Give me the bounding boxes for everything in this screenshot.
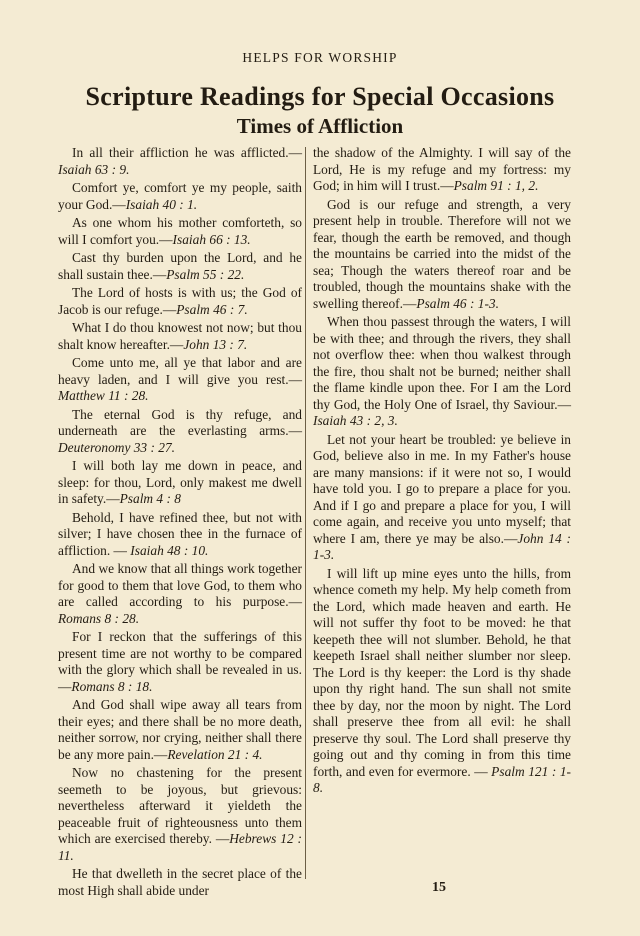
verse-text: I will both lay me down in peace, and sleep: for thou, Lord, only makest me dwell in safety.—: [58, 458, 302, 506]
verse-paragraph: [58, 866, 302, 899]
verse-citation: Psalm 46 : 1-3.: [416, 295, 499, 311]
verse-paragraph: [58, 407, 302, 457]
verse-paragraph: [58, 320, 302, 353]
verse-text: Let not your heart be troubled: ye believe in God, believe also in me. In my Father's house are many mansions: if it were not so, I would have told you. I go to prepare a place for you. And if I go and prepare a place for you, I will come again, and receive you unto myself; that where I am, there ye may be also.—: [313, 431, 571, 546]
verse-text: And we know that all things work together for good to them that love God, to them who are called according to his purpose.—: [58, 561, 302, 609]
page-number: 15: [432, 880, 446, 895]
verse-paragraph: [58, 458, 302, 508]
verse-citation: John 14 : 1-3.: [313, 530, 571, 562]
verse-paragraph: [58, 510, 302, 560]
verse-citation: Revelation 21 : 4.: [167, 746, 263, 762]
verse-citation: Psalm 121 : 1-8.: [313, 763, 571, 795]
verse-text: In all their affliction he was afflicted.—: [72, 145, 302, 160]
verse-text: He that dwelleth in the secret place of the most High shall abide under: [58, 866, 302, 898]
verse-text: And God shall wipe away all tears from their eyes; and there shall be no more death, neither sorrow, nor crying, neither shall there be any more pain.—: [58, 697, 302, 762]
verse-citation: Psalm 55 : 22.: [166, 266, 245, 282]
section-title: Times of Affliction: [236, 114, 404, 138]
verse-paragraph: [58, 145, 302, 178]
verse-citation: Isaiah 66 : 13.: [172, 231, 251, 247]
verse-text: I will lift up mine eyes unto the hills, from whence cometh my help. My help cometh from the Lord, which made heaven and earth. He will not suffer thy foot to be moved: he that keepeth thee will not slumber. Behold, he that keepeth Israel shall neither slumber nor sleep. The Lord is thy keeper: the Lord is thy shade upon thy right hand. The sun shall not smite thee by day, nor the moon by night. The Lord shall preserve thee from all evil: he shall preserve thy soul. The Lord shall preserve thy going out and thy coming in from this time forth, and even for evermore. —: [313, 565, 571, 779]
verse-paragraph: [58, 355, 302, 405]
verse-citation: Isaiah 63 : 9.: [58, 161, 130, 177]
verse-paragraph: [58, 697, 302, 763]
verse-citation: Psalm 4 : 8: [119, 491, 181, 506]
verse-text: What I do thou knowest not now; but thou shalt know hereafter.—: [58, 320, 302, 352]
verse-citation: Hebrews 12 : 11.: [58, 831, 303, 863]
verse-citation: John 13 : 7.: [183, 336, 248, 352]
verse-text: For I reckon that the sufferings of this present time are not worthy to be compared with the glory which shall be revealed in us.—: [58, 629, 302, 694]
verse-citation: Isaiah 48 : 10.: [130, 542, 209, 558]
verse-citation: Isaiah 43 : 2, 3.: [313, 413, 398, 428]
verse-paragraph: [58, 215, 302, 248]
verse-text: The Lord of hosts is with us; the God of Jacob is our refuge.—: [58, 285, 302, 317]
verse-text: As one whom his mother comforteth, so will I comfort you.—: [58, 215, 302, 247]
verse-text: Come unto me, all ye that labor and are heavy laden, and I will give you rest.—: [58, 355, 302, 387]
verse-citation: Deuteronomy 33 : 27.: [58, 439, 176, 455]
verse-text: Cast thy burden upon the Lord, and he shall sustain thee.—: [58, 250, 302, 282]
verse-paragraph: [313, 432, 571, 564]
verse-paragraph: [58, 180, 302, 213]
verse-citation: Psalm 46 : 7.: [176, 301, 248, 317]
verse-text: Comfort ye, comfort ye my people, saith your God.—: [58, 180, 302, 212]
verse-citation: Psalm 91 : 1, 2.: [453, 178, 539, 193]
verse-text: When thou passest through the waters, I will be with thee; and through the rivers, they shall not overflow thee: when thou walkest through the fire, thou shalt not be burned; neither shall the flame kindle upon thee. For I am the Lord thy God, the Holy One of Israel, thy Saviour.—: [313, 314, 571, 412]
verse-text: God is our refuge and strength, a very present help in trouble. Therefore will not we fear, though the earth be removed, and though the mountains be carried into the midst of the sea; Though the waters thereof roar and be troubled, though the mountains shake with the swelling thereof.—: [313, 196, 571, 311]
verse-paragraph: [313, 566, 571, 797]
verse-text: The eternal God is thy refuge, and underneath are the everlasting arms.—: [58, 406, 302, 438]
verse-citation: Romans 8 : 28.: [58, 610, 140, 626]
verse-paragraph: [58, 765, 302, 864]
left-column: [58, 145, 302, 901]
page-title: Scripture Readings for Special Occasions: [85, 82, 555, 111]
verse-paragraph: [313, 145, 571, 195]
verse-paragraph: [313, 314, 571, 430]
verse-paragraph: [58, 285, 302, 318]
verse-text: Now no chastening for the present seemeth to be joyous, but grievous: nevertheless afterward it yieldeth the peaceable fruit of righteousness unto them which are exercised thereby. —: [58, 765, 302, 846]
verse-citation: Romans 8 : 18.: [71, 678, 153, 694]
verse-paragraph: [58, 561, 302, 627]
running-head: HELPS FOR WORSHIP: [242, 50, 398, 65]
verse-text: the shadow of the Almighty. I will say of the Lord, He is my refuge and my fortress: my God; in him will I trust.—: [313, 145, 571, 193]
verse-citation: Isaiah 40 : 1.: [125, 196, 198, 212]
verse-paragraph: [58, 250, 302, 283]
column-divider: [305, 147, 306, 879]
verse-paragraph: [58, 629, 302, 695]
verse-text: Behold, I have refined thee, but not with silver; I have chosen thee in the furnace of affliction. —: [58, 509, 302, 558]
right-column: [313, 145, 571, 799]
verse-paragraph: [313, 197, 571, 313]
verse-citation: Matthew 11 : 28.: [58, 388, 149, 403]
